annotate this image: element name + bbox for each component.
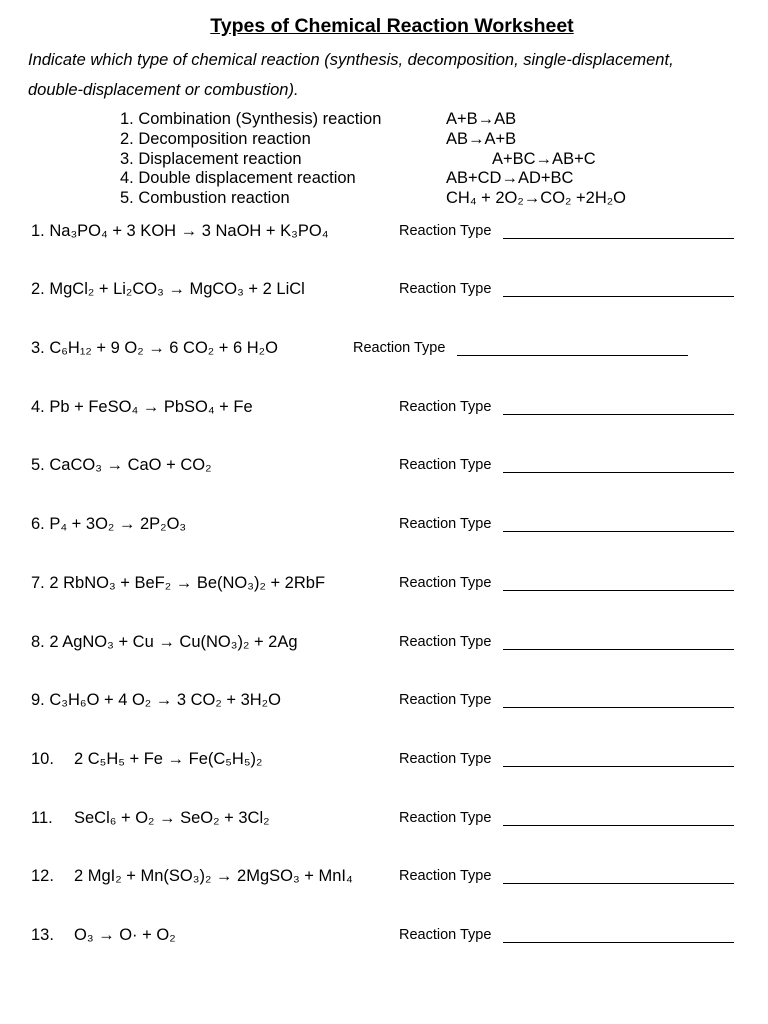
answer-blank[interactable] [503,531,734,532]
reaction-type-formula: CH₄ + 2O₂→CO₂ +2H₂O [446,189,626,207]
answer-blank[interactable] [503,414,734,415]
reaction-type-label: Reaction Type [399,223,492,239]
reaction-type-name: 4. Double displacement reaction [120,169,356,187]
reaction-type-label: Reaction Type [399,575,492,591]
question-equation: 11. SeCl₆ + O₂ → SeO₂ + 3Cl₂ [31,809,270,827]
question-equation: 2. MgCl₂ + Li₂CO₃ → MgCO₃ + 2 LiCl [31,280,305,298]
reaction-type-label: Reaction Type [399,516,492,532]
reaction-type-formula: AB→A+B [446,130,517,148]
reaction-type-name: 3. Displacement reaction [120,150,302,168]
question-equation: 4. Pb + FeSO₄ → PbSO₄ + Fe [31,398,253,416]
answer-blank[interactable] [503,883,734,884]
reaction-type-label: Reaction Type [399,281,492,297]
question-equation: 5. CaCO₃ → CaO + CO₂ [31,456,212,474]
answer-blank[interactable] [503,707,734,708]
reaction-type-label: Reaction Type [399,457,492,473]
reaction-type-label: Reaction Type [399,634,492,650]
answer-blank[interactable] [503,825,734,826]
reaction-type-label: Reaction Type [399,927,492,943]
question-equation: 3. C₆H₁₂ + 9 O₂ → 6 CO₂ + 6 H₂O [31,339,278,357]
instructions-line-2: double-displacement or combustion). [28,81,299,99]
reaction-type-name: 5. Combustion reaction [120,189,290,207]
reaction-type-label: Reaction Type [399,810,492,826]
question-equation: 13. O₃ → O· + O₂ [31,926,176,944]
reaction-type-name: 2. Decomposition reaction [120,130,311,148]
worksheet-title: Types of Chemical Reaction Worksheet [210,15,574,37]
reaction-type-label: Reaction Type [353,340,446,356]
question-equation: 8. 2 AgNO₃ + Cu → Cu(NO₃)₂ + 2Ag [31,633,298,651]
reaction-type-formula: A+BC→AB+C [492,150,596,168]
reaction-type-formula: AB+CD→AD+BC [446,169,574,187]
reaction-type-label: Reaction Type [399,692,492,708]
reaction-type-formula: A+B→AB [446,110,517,128]
answer-blank[interactable] [457,355,688,356]
reaction-type-name: 1. Combination (Synthesis) reaction [120,110,382,128]
reaction-type-label: Reaction Type [399,751,492,767]
question-equation: 1. Na₃PO₄ + 3 KOH → 3 NaOH + K₃PO₄ [31,222,329,240]
answer-blank[interactable] [503,472,734,473]
instructions-line-1: Indicate which type of chemical reaction (synthesis, decomposition, single-displacement, [28,51,674,69]
reaction-type-label: Reaction Type [399,868,492,884]
question-equation: 6. P₄ + 3O₂ → 2P₂O₃ [31,515,187,533]
answer-blank[interactable] [503,296,734,297]
question-equation: 9. C₃H₆O + 4 O₂ → 3 CO₂ + 3H₂O [31,691,281,709]
question-equation: 12. 2 MgI₂ + Mn(SO₃)₂ → 2MgSO₃ + MnI₄ [31,867,353,885]
reaction-type-label: Reaction Type [399,399,492,415]
answer-blank[interactable] [503,766,734,767]
answer-blank[interactable] [503,238,734,239]
answer-blank[interactable] [503,942,734,943]
answer-blank[interactable] [503,590,734,591]
answer-blank[interactable] [503,649,734,650]
question-equation: 10. 2 C₅H₅ + Fe → Fe(C₅H₅)₂ [31,750,263,768]
question-equation: 7. 2 RbNO₃ + BeF₂ → Be(NO₃)₂ + 2RbF [31,574,326,592]
